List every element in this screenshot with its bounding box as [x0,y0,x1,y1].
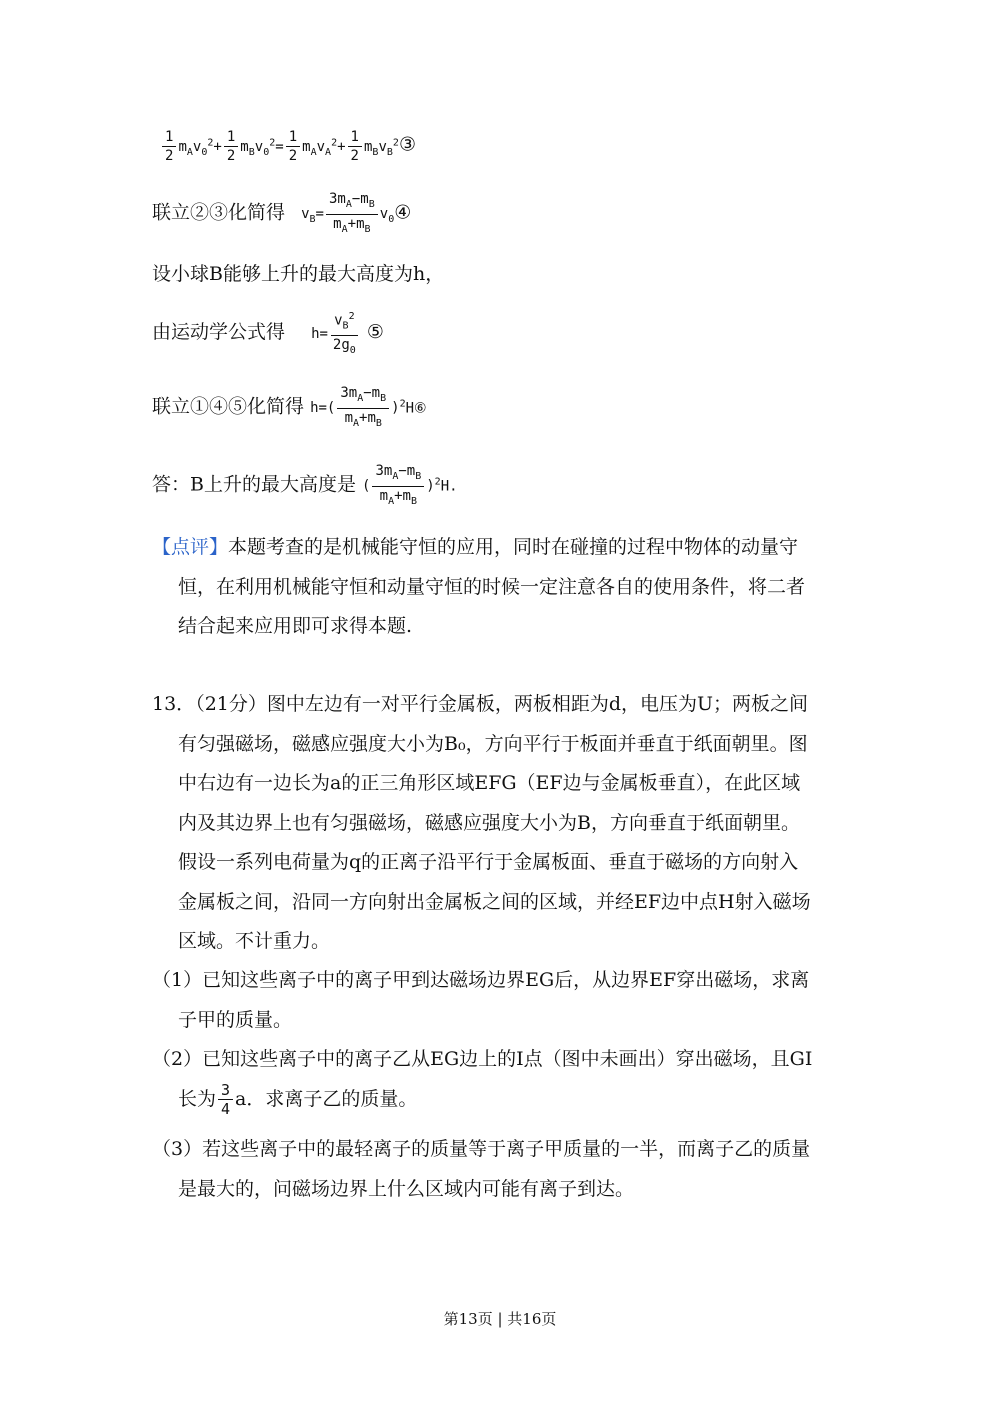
equation-5: 由运动学公式得 h= $\frac{v_B^2}{2g_0}$ ⑤ [152,308,384,360]
comment-tag: 【点评】 [152,536,229,558]
comment-line-1: 【点评】本题考查的是机械能守恒的应用，同时在碰撞的过程中物体的动量守 [152,536,799,558]
problem-13-line-7: 区域。不计重力。 [178,930,331,952]
q2-line-1: （2）已知这些离子中的离子乙从EG边上的I点（图中未画出）穿出磁场，且GI [152,1048,813,1070]
problem-13-line-2: 有匀强磁场，磁感应强度大小为B₀，方向平行于板面并垂直于纸面朝里。图 [178,732,808,755]
comment-line-2: 恒，在利用机械能守恒和动量守恒的时候一定注意各自的使用条件，将二者 [178,575,806,598]
problem-13-line-3: 中右边有一边长为a的正三角形区域EFG（EF边与金属板垂直），在此区域 [178,772,801,794]
q1-line-2: 子甲的质量。 [178,1008,293,1031]
eq4-prefix: 联立②③化简得 [152,201,286,224]
equation-4: 联立②③化简得 $v_B=$ $\frac{3m_A-m_B}{m_A+m_B}$ $v_0④$ [152,191,412,235]
answer-suffix: H. [440,478,458,495]
problem-number: 13． [152,693,196,715]
equation-3: $\frac{1}{2}$ $m_Av_0^2+$ $\frac{1}{2}$ $m_Bv_0^2=$ $\frac{1}{2}$ $m_Av_A^2+$ $\frac{1}{2}$ $m_Bv_B^2③$ [160,128,416,165]
eq6-prefix: 联立①④⑤化简得 [152,395,305,418]
question-2 [152,1040,812,1119]
q3-line-2: 是最大的，问磁场边界上什么区域内可能有离子到达。 [178,1177,635,1200]
question-3 [152,1130,810,1209]
answer-line: 答：B上升的最大高度是 ( $\frac{3m_A-m_B}{m_A+m_B}$ )$^2$H. [152,463,458,507]
eq5-prefix: 由运动学公式得 [152,321,286,344]
comment-line-3: 结合起来应用即可求得本题. [178,615,413,637]
question-1 [152,961,809,1040]
answer-prefix: 答：B上升的最大高度是 [152,473,356,496]
problem-13-line-4: 内及其边界上也有匀强磁场，磁感应强度大小为B，方向垂直于纸面朝里。 [178,811,800,834]
q2-line-2: 长为 $\frac{3}{4}$ a．求离子乙的质量。 [178,1081,418,1118]
circled-5: ⑤ [366,321,384,344]
q1-line-1: （1）已知这些离子中的离子甲到达磁场边界EG后，从边界EF穿出磁场，求离 [152,969,810,991]
circled-3: ③ [398,133,416,156]
comment-block [152,528,805,647]
set-h-line: 设小球B能够上升的最大高度为h， [152,263,445,285]
problem-13-line-6: 金属板之间，沿同一方向射出金属板之间的区域，并经EF边中点H射入磁场 [178,890,811,913]
equation-6: 联立①④⑤化简得 h=( $\frac{3m_A-m_B}{m_A+m_B}$ )$^2$H⑥ [152,385,427,429]
eq6-suffix: H⑥ [405,400,427,417]
problem-13-line-1: 13．（21分）图中左边有一对平行金属板，两板相距为d，电压为U；两板之间 [152,693,809,715]
q3-line-1: （3）若这些离子中的最轻离子的质量等于离子甲质量的一半，而离子乙的质量 [152,1138,811,1160]
circled-4: ④ [394,201,412,224]
problem-13 [152,685,811,962]
page-footer: 第13页 | 共16页 [443,1310,557,1328]
problem-13-line-5: 假设一系列电荷量为q的正离子沿平行于金属板面、垂直于磁场的方向射入 [178,851,799,873]
